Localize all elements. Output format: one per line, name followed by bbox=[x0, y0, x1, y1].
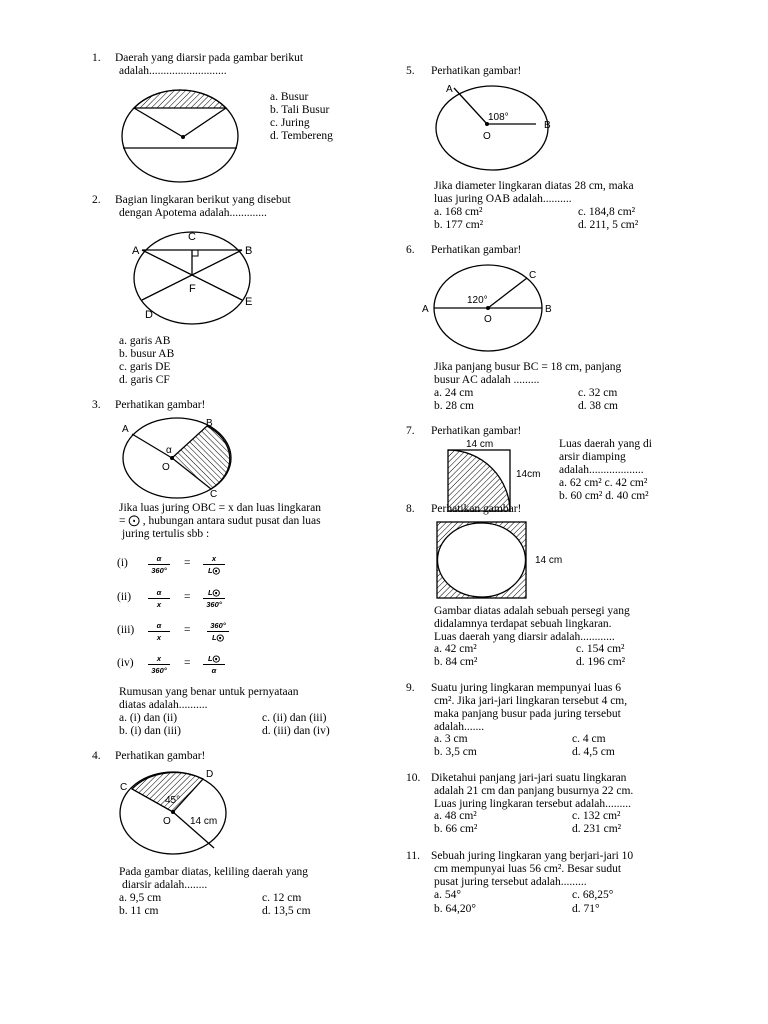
q3-left-fraction bbox=[148, 554, 170, 575]
q2-option-d[interactable]: d. garis CF bbox=[119, 374, 170, 386]
q3-left-numerator: α bbox=[148, 554, 170, 565]
q5-label-angle: 108° bbox=[488, 112, 509, 123]
q3-left-denominator: 360° bbox=[151, 566, 167, 575]
q3-equals: = bbox=[184, 557, 191, 569]
q8-text-line1: Perhatikan gambar! bbox=[431, 503, 522, 515]
q9-option-c[interactable]: c. 4 cm bbox=[572, 733, 606, 745]
q7-desc-line1: Luas daerah yang di bbox=[559, 438, 652, 450]
q11-option-d[interactable]: d. 71° bbox=[572, 903, 600, 915]
q1-option-d[interactable]: d. Tembereng bbox=[270, 130, 333, 142]
q4-label-c: C bbox=[120, 782, 128, 793]
q2-label-c: C bbox=[188, 231, 196, 243]
q3-right-denominator: L⨀ bbox=[207, 566, 221, 575]
q2-option-c[interactable]: c. garis DE bbox=[119, 361, 171, 373]
q2-option-b[interactable]: b. busur AB bbox=[119, 348, 175, 360]
q3-text-line5: Rumusan yang benar untuk pernyataan bbox=[119, 686, 299, 698]
q4-option-d[interactable]: d. 13,5 cm bbox=[262, 905, 311, 917]
q8-option-a[interactable]: a. 42 cm² bbox=[434, 643, 477, 655]
q6-number: 6. bbox=[406, 244, 415, 256]
q4-text-line2: Pada gambar diatas, keliling daerah yang bbox=[119, 866, 309, 878]
q9-text-line4: adalah....... bbox=[434, 721, 485, 733]
q7-options-bd[interactable]: b. 60 cm² d. 40 cm² bbox=[559, 490, 649, 502]
q11-text-line2: cm mempunyai luas 56 cm². Besar sudut bbox=[434, 863, 622, 875]
q1-text-line2: adalah........................... bbox=[119, 65, 227, 77]
q3-right-numerator: L⨀ bbox=[203, 588, 225, 599]
q10-option-b[interactable]: b. 66 cm² bbox=[434, 823, 478, 835]
q11-text-line3: pusat juring tersebut adalah......... bbox=[434, 876, 587, 888]
q3-option-d[interactable]: d. (iii) dan (iv) bbox=[262, 725, 330, 737]
q2-figure bbox=[132, 228, 272, 328]
q11-option-a[interactable]: a. 54° bbox=[434, 889, 461, 901]
q2-label-b: B bbox=[245, 245, 253, 257]
q2-label-e: E bbox=[245, 296, 253, 308]
q6-text-line1: Perhatikan gambar! bbox=[431, 244, 522, 256]
q3-left-numerator: α bbox=[148, 588, 170, 599]
q3-label-o: O bbox=[162, 462, 170, 473]
q6-label-a: A bbox=[422, 304, 429, 315]
q3-right-numerator: x bbox=[203, 554, 225, 565]
q3-formula-label: (iv) bbox=[117, 657, 134, 669]
q3-equals: = bbox=[184, 657, 191, 669]
q3-text-line2: Jika luas juring OBC = x dan luas lingkaran bbox=[119, 502, 321, 514]
q6-label-o: O bbox=[484, 314, 492, 325]
q5-option-a[interactable]: a. 168 cm² bbox=[434, 206, 483, 218]
q3-left-denominator: 360° bbox=[151, 666, 167, 675]
q6-option-a[interactable]: a. 24 cm bbox=[434, 387, 474, 399]
q1-text-line1: Daerah yang diarsir pada gambar berikut bbox=[115, 52, 304, 64]
q4-option-c[interactable]: c. 12 cm bbox=[262, 892, 302, 904]
q4-text-line3: diarsir adalah........ bbox=[122, 879, 208, 891]
q8-figure bbox=[436, 521, 586, 601]
q5-label-b: B bbox=[544, 120, 551, 131]
q9-option-a[interactable]: a. 3 cm bbox=[434, 733, 468, 745]
q4-text-line1: Perhatikan gambar! bbox=[115, 750, 206, 762]
q7-label-side: 14cm bbox=[516, 469, 541, 480]
q4-label-angle: 45° bbox=[165, 795, 181, 806]
q5-number: 5. bbox=[406, 65, 415, 77]
q2-label-f: F bbox=[189, 283, 196, 295]
q6-option-b[interactable]: b. 28 cm bbox=[434, 400, 474, 412]
q8-text-line2: Gambar diatas adalah sebuah persegi yang bbox=[434, 605, 630, 617]
q10-option-d[interactable]: d. 231 cm² bbox=[572, 823, 622, 835]
q3-text-line6: diatas adalah.......... bbox=[119, 699, 208, 711]
q6-text-line3: busur AC adalah ......... bbox=[434, 374, 540, 386]
q1-option-c[interactable]: c. Juring bbox=[270, 117, 310, 129]
q6-label-angle: 120° bbox=[467, 295, 488, 306]
q1-figure bbox=[120, 88, 240, 184]
q10-option-a[interactable]: a. 48 cm² bbox=[434, 810, 477, 822]
q7-figure bbox=[446, 436, 556, 511]
q6-figure bbox=[420, 262, 560, 362]
q11-number: 11. bbox=[406, 850, 420, 862]
q3-left-denominator: x bbox=[156, 600, 162, 609]
q5-label-o: O bbox=[483, 131, 491, 142]
q3-right-fraction bbox=[203, 588, 225, 609]
q7-desc-line3: adalah................... bbox=[559, 464, 644, 476]
q11-option-c[interactable]: c. 68,25° bbox=[572, 889, 614, 901]
q5-label-a: A bbox=[446, 84, 453, 95]
q3-label-b: B bbox=[206, 418, 213, 429]
q3-right-denominator: α bbox=[211, 666, 217, 675]
q3-formula-label: (i) bbox=[117, 557, 128, 569]
q8-number: 8. bbox=[406, 503, 415, 515]
q6-label-c: C bbox=[529, 270, 537, 281]
q3-left-fraction bbox=[148, 621, 170, 642]
q10-option-c[interactable]: c. 132 cm² bbox=[572, 810, 621, 822]
q2-label-d: D bbox=[145, 309, 153, 321]
q10-number: 10. bbox=[406, 772, 421, 784]
q9-number: 9. bbox=[406, 682, 415, 694]
q3-option-c[interactable]: c. (ii) dan (iii) bbox=[262, 712, 327, 724]
q4-figure bbox=[118, 768, 248, 858]
q8-text-line4: Luas daerah yang diarsir adalah............ bbox=[434, 631, 615, 643]
q4-option-a[interactable]: a. 9,5 cm bbox=[119, 892, 162, 904]
q3-formula-label: (ii) bbox=[117, 591, 132, 603]
q1-option-b[interactable]: b. Tali Busur bbox=[270, 104, 330, 116]
q3-left-numerator: x bbox=[148, 654, 170, 665]
q3-text-line4: juring tertulis sbb : bbox=[122, 528, 210, 540]
q3-left-numerator: α bbox=[148, 621, 170, 632]
q9-text-line1: Suatu juring lingkaran mempunyai luas 6 bbox=[431, 682, 622, 694]
q6-text-line2: Jika panjang busur BC = 18 cm, panjang bbox=[434, 361, 622, 373]
q4-number: 4. bbox=[92, 750, 101, 762]
q3-right-fraction bbox=[207, 621, 229, 642]
q3-option-b[interactable]: b. (i) dan (iii) bbox=[119, 725, 181, 737]
q2-option-a[interactable]: a. garis AB bbox=[119, 335, 171, 347]
q8-text-line3: didalamnya terdapat sebuah lingkaran. bbox=[434, 618, 612, 630]
q3-figure bbox=[122, 414, 242, 504]
q3-right-denominator: 360° bbox=[206, 600, 222, 609]
q7-label-top: 14 cm bbox=[466, 439, 494, 450]
q3-right-numerator: 360° bbox=[207, 621, 229, 632]
q5-text-line1: Perhatikan gambar! bbox=[431, 65, 522, 77]
q4-label-length: 14 cm bbox=[190, 816, 218, 827]
q8-option-c[interactable]: c. 154 cm² bbox=[576, 643, 625, 655]
q3-text-line3: = ⨀ , hubungan antara sudut pusat dan luas bbox=[119, 515, 321, 527]
q7-desc-line2: arsir diamping bbox=[559, 451, 626, 463]
q3-equals: = bbox=[184, 624, 191, 636]
q2-text-line2: dengan Apotema adalah............. bbox=[119, 207, 267, 219]
q5-option-c[interactable]: c. 184,8 cm² bbox=[578, 206, 636, 218]
q10-text-line3: Luas juring lingkaran tersebut adalah......... bbox=[434, 798, 632, 810]
q1-option-a[interactable]: a. Busur bbox=[270, 91, 309, 103]
q9-option-d[interactable]: d. 4,5 cm bbox=[572, 746, 615, 758]
q2-label-a: A bbox=[132, 245, 140, 257]
q11-option-b[interactable]: b. 64,20° bbox=[434, 903, 476, 915]
q3-label-alpha: α bbox=[166, 445, 172, 456]
q3-right-numerator: L⨀ bbox=[203, 654, 225, 665]
q3-formula-label: (iii) bbox=[117, 624, 135, 636]
q6-option-d[interactable]: d. 38 cm bbox=[578, 400, 618, 412]
q11-text-line1: Sebuah juring lingkaran yang berjari-jari 10 bbox=[431, 850, 634, 862]
q6-label-b: B bbox=[545, 304, 552, 315]
q10-text-line2: adalah 21 cm dan panjang busurnya 22 cm. bbox=[434, 785, 634, 797]
q1-number: 1. bbox=[92, 52, 101, 64]
q3-left-fraction bbox=[148, 654, 170, 675]
q8-option-d[interactable]: d. 196 cm² bbox=[576, 656, 626, 668]
q2-text-line1: Bagian lingkaran berikut yang disebut bbox=[115, 194, 291, 206]
q3-number: 3. bbox=[92, 399, 101, 411]
q5-option-d[interactable]: d. 211, 5 cm² bbox=[578, 219, 639, 231]
q3-left-fraction bbox=[148, 588, 170, 609]
q8-label-side: 14 cm bbox=[535, 555, 563, 566]
q4-option-b[interactable]: b. 11 cm bbox=[119, 905, 159, 917]
q2-number: 2. bbox=[92, 194, 101, 206]
q4-label-d: D bbox=[206, 769, 214, 780]
q3-right-fraction bbox=[203, 554, 225, 575]
q9-text-line3: maka panjang busur pada juring tersebut bbox=[434, 708, 621, 720]
q7-options-ac[interactable]: a. 62 cm² c. 42 cm² bbox=[559, 477, 648, 489]
q4-label-o: O bbox=[163, 816, 171, 827]
q3-label-c: C bbox=[210, 489, 218, 500]
q5-text-line3: luas juring OAB adalah.......... bbox=[434, 193, 572, 205]
q3-left-denominator: x bbox=[156, 633, 162, 642]
q9-text-line2: cm². Jika jari-jari lingkaran tersebut 4 cm, bbox=[434, 695, 628, 707]
q3-label-a: A bbox=[122, 424, 129, 435]
q3-equals: = bbox=[184, 591, 191, 603]
q3-option-a[interactable]: a. (i) dan (ii) bbox=[119, 712, 178, 724]
q10-text-line1: Diketahui panjang jari-jari suatu lingkaran bbox=[431, 772, 627, 784]
q3-right-fraction bbox=[203, 654, 225, 675]
q5-text-line2: Jika diameter lingkaran diatas 28 cm, maka bbox=[434, 180, 634, 192]
q6-option-c[interactable]: c. 32 cm bbox=[578, 387, 618, 399]
q5-option-b[interactable]: b. 177 cm² bbox=[434, 219, 484, 231]
q7-number: 7. bbox=[406, 425, 415, 437]
q5-figure bbox=[432, 82, 562, 177]
q8-option-b[interactable]: b. 84 cm² bbox=[434, 656, 478, 668]
q9-option-b[interactable]: b. 3,5 cm bbox=[434, 746, 477, 758]
q3-right-denominator: L⨀ bbox=[211, 633, 225, 642]
q3-text-line1: Perhatikan gambar! bbox=[115, 399, 206, 411]
q7-text-line1: Perhatikan gambar! bbox=[431, 425, 522, 437]
